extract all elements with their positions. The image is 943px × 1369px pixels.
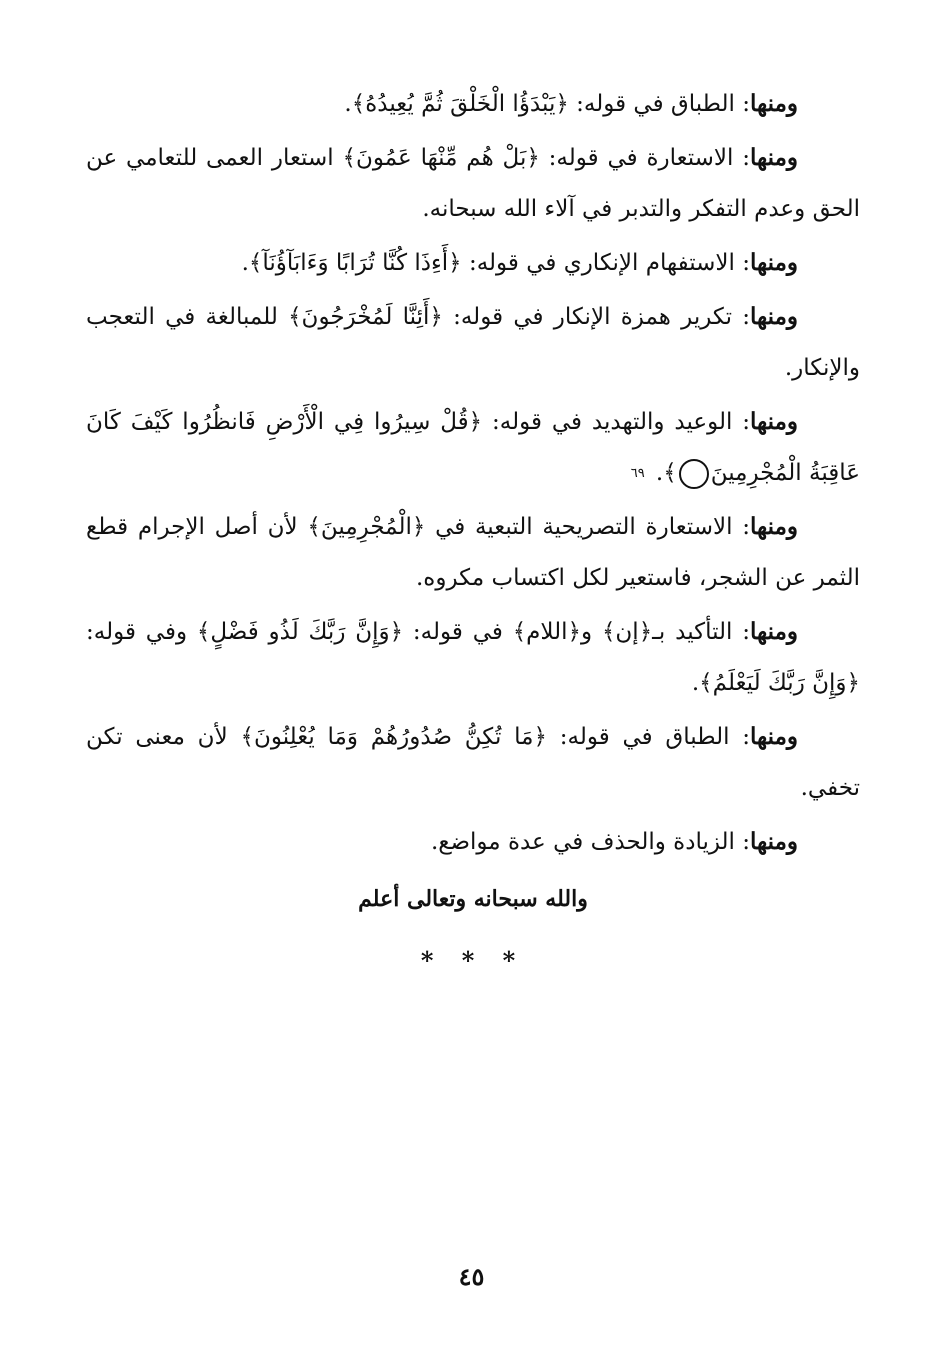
paragraph-text: الاستعارة في قوله: ﴿بَلْ هُم مِّنْهَا عَمُونَ﴾ استعار العمى للتعامي عن الحق وعدم التفكر والتدبر في آلاء الله سبحانه. [86, 145, 860, 222]
separator: : [742, 409, 751, 435]
paragraph-text: الوعيد والتهديد في قوله: ﴿قُلْ سِيرُوا فِي الْأَرْضِ فَانظُرُوا كَيْفَ كَانَ عَاقِبَةُ الْمُجْرِمِينَ [86, 409, 860, 486]
separator: : [742, 250, 751, 276]
separator: : [742, 514, 751, 540]
paragraph-2 [86, 132, 860, 235]
paragraph-lead: ومنها [750, 90, 798, 117]
paragraph-9 [86, 816, 860, 868]
paragraph-text: التأكيد بـ﴿إن﴾ و﴿اللام﴾ في قوله: ﴿وَإِنَّ رَبَّكَ لَذُو فَضْلٍ﴾ وفي قوله: ﴿وَإِنَّ رَبَّكَ لَيَعْلَمُ﴾. [86, 619, 860, 696]
paragraph-lead: ومنها [750, 723, 798, 750]
paragraph-text: الزيادة والحذف في عدة مواضع. [430, 829, 735, 855]
paragraph-text: الطباق في قوله: ﴿يَبْدَؤُا الْخَلْقَ ثُمَّ يُعِيدُهُ﴾. [344, 91, 735, 117]
paragraph-lead: ومنها [750, 828, 798, 855]
paragraph-5 [86, 396, 860, 499]
separator: : [742, 724, 751, 750]
paragraph-lead: ومنها [750, 144, 798, 171]
section-separator-stars: * * * [420, 946, 526, 975]
separator: : [742, 304, 751, 330]
paragraph-lead: ومنها [750, 303, 799, 330]
ayah-number-marker: ٦٩ [679, 459, 709, 489]
closing-phrase: والله سبحانه وتعالى أعلم [358, 886, 588, 912]
paragraph-lead: ومنها [750, 249, 798, 276]
paragraph-8 [86, 711, 860, 814]
paragraph-6 [86, 501, 860, 604]
paragraph-text: الطباق في قوله: ﴿مَا تُكِنُّ صُدُورُهُمْ وَمَا يُعْلِنُونَ﴾ لأن معنى تكن تخفي. [86, 724, 860, 801]
separator: : [742, 145, 751, 171]
separator: : [742, 619, 751, 645]
paragraph-lead: ومنها [750, 513, 798, 540]
paragraph-lead: ومنها [750, 408, 799, 435]
page-number: ٤٥ [458, 1262, 485, 1291]
separator: : [742, 829, 751, 855]
paragraph-lead: ومنها [750, 618, 799, 645]
paragraph-text: الاستعارة التصريحية التبعية في ﴿الْمُجْرِمِينَ﴾ لأن أصل الإجرام قطع الثمر عن الشجر، فاستعير لكل اكتساب مكروه. [86, 514, 860, 591]
paragraph-3 [86, 237, 860, 289]
paragraph-text: تكرير همزة الإنكار في قوله: ﴿أَئِنَّا لَمُخْرَجُونَ﴾ للمبالغة في التعجب والإنكار. [86, 304, 860, 381]
paragraph-text: الاستفهام الإنكاري في قوله: ﴿أَءِذَا كُنَّا تُرَابًا وَءَابَآؤُنَآ﴾. [241, 250, 735, 276]
paragraph-7 [86, 606, 860, 709]
paragraph-1 [86, 78, 860, 130]
paragraph-4 [86, 291, 860, 394]
paragraph-tail: ﴾. [655, 460, 677, 486]
separator: : [742, 91, 751, 117]
page-body [86, 78, 860, 986]
